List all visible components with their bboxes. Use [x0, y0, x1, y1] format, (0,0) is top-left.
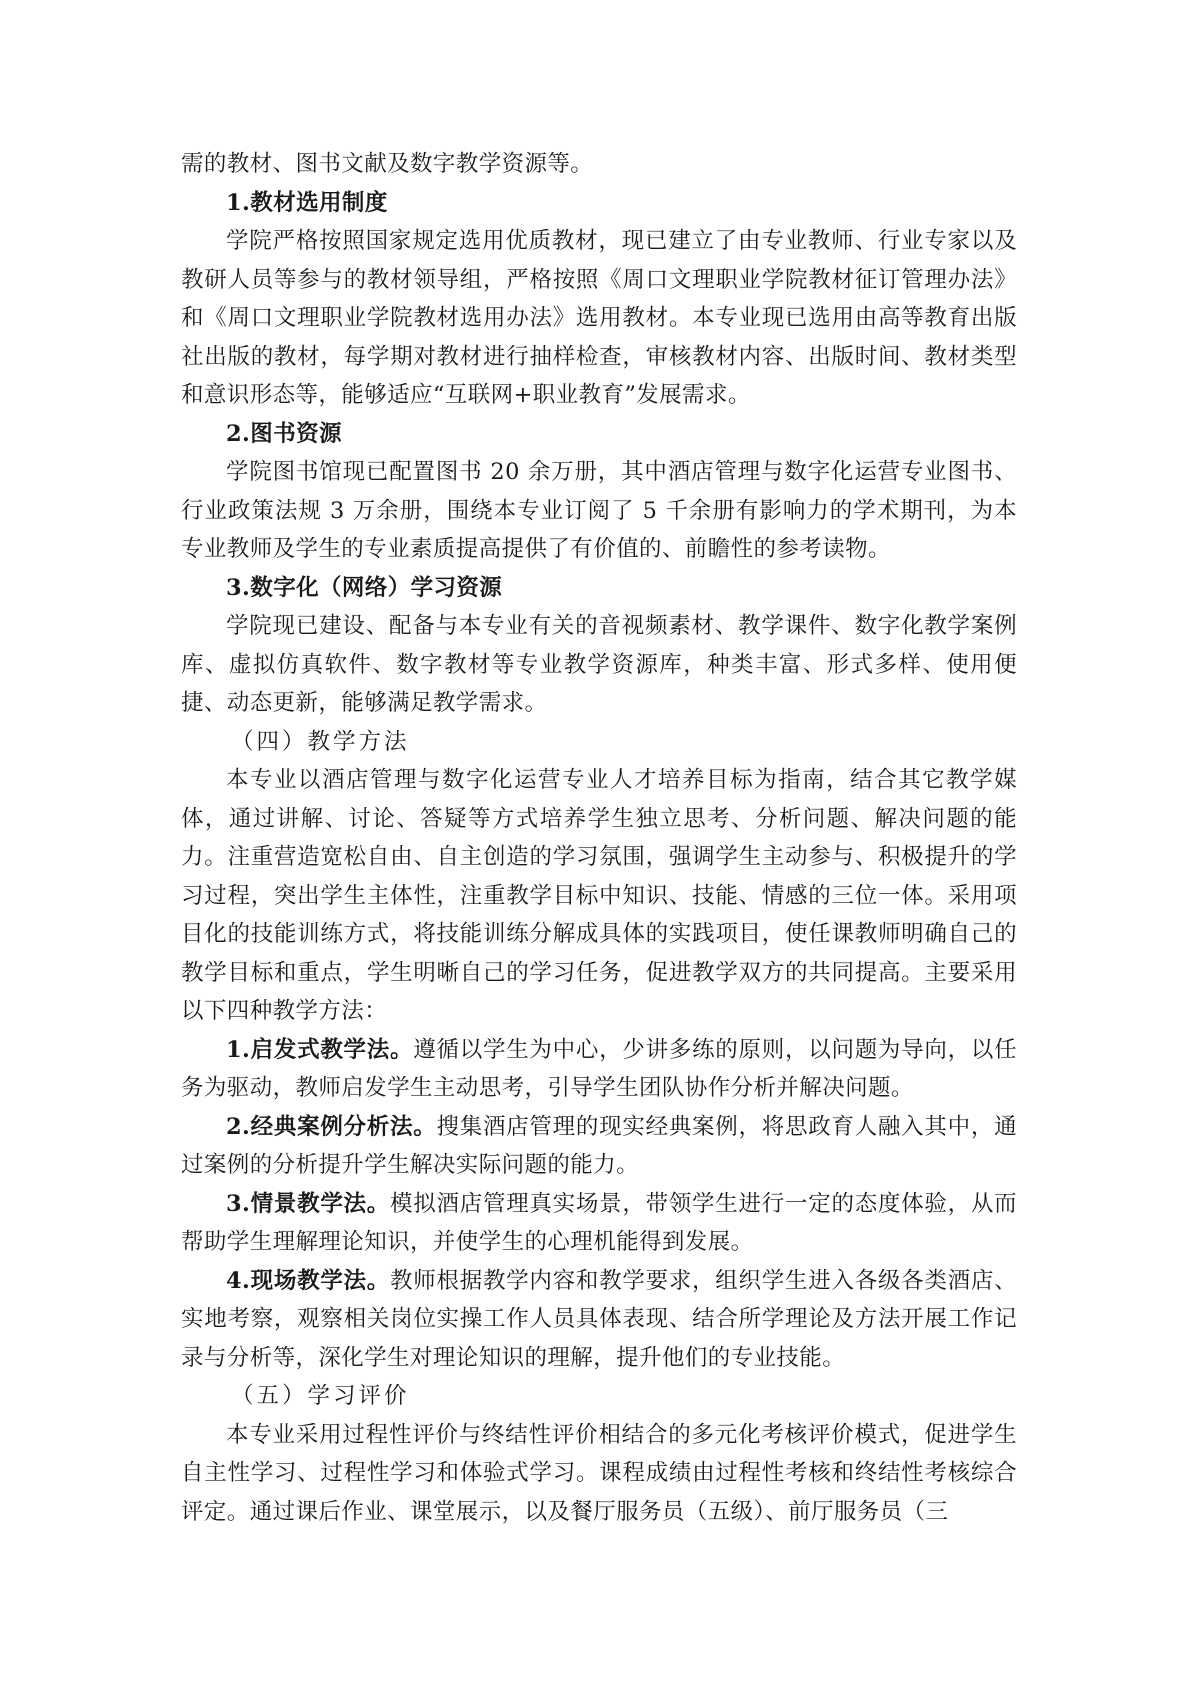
method-lead: 3.情景教学法。: [226, 1190, 391, 1217]
heading-digital-resources: 3.数字化（网络）学习资源: [226, 574, 503, 601]
section-title-teaching-methods: （四）教学方法: [231, 728, 410, 755]
paragraph-learning-evaluation: 本专业采用过程性评价与终结性评价相结合的多元化考核评价模式，促进学生自主性学习、过程性学习和体验式学习。课程成绩由过程性考核和终结性考核综合评定。通过课后作业、课堂展示，以及餐厅服务员（五级）、前厅服务员（三: [181, 1421, 1017, 1525]
method-text: 遵循以学生为中心，少讲多练的原则，以问题为导向，以任务为驱动，教师启发学生主动思考，引导学生团队协作分析并解决问题。: [181, 1036, 1017, 1101]
method-lead: 4.现场教学法。: [226, 1267, 391, 1294]
method-item: [181, 1262, 1017, 1378]
document-body: [181, 145, 1017, 1531]
method-item: [181, 1031, 1017, 1108]
method-lead: 2.经典案例分析法。: [226, 1113, 437, 1140]
heading-textbook-selection: 1.教材选用制度: [226, 189, 388, 216]
method-item: [181, 1185, 1017, 1262]
continuation-paragraph: 需的教材、图书文献及数字教学资源等。: [181, 151, 594, 177]
method-item: [181, 1108, 1017, 1185]
paragraph-library-resources: 学院图书馆现已配置图书 20 余万册，其中酒店管理与数字化运营专业图书、行业政策法规 3 万余册，围绕本专业订阅了 5 千余册有影响力的学术期刊，为本专业教师及学生的专业素质提高提供了有价值的、前瞻性的参考读物。: [181, 459, 1017, 562]
method-text: 模拟酒店管理真实场景，带领学生进行一定的态度体验，从而帮助学生理解理论知识，并使学生的心理机能得到发展。: [181, 1190, 1017, 1255]
method-text: 教师根据教学内容和教学要求，组织学生进入各级各类酒店、实地考察，观察相关岗位实操工作人员具体表现、结合所学理论及方法开展工作记录与分析等，深化学生对理论知识的理解，提升他们的专业技能。: [181, 1267, 1017, 1371]
method-lead: 1.启发式教学法。: [226, 1036, 414, 1063]
section-title-learning-evaluation: （五）学习评价: [231, 1383, 410, 1409]
heading-library-resources: 2.图书资源: [226, 420, 342, 447]
method-text: 搜集酒店管理的现实经典案例，将思政育人融入其中，通过案例的分析提升学生解决实际问题的能力。: [181, 1113, 1017, 1178]
paragraph-digital-resources: 学院现已建设、配备与本专业有关的音视频素材、教学课件、数字化教学案例库、虚拟仿真软件、数字教材等专业教学资源库，种类丰富、形式多样、使用便捷、动态更新，能够满足教学需求。: [181, 613, 1017, 716]
paragraph-teaching-methods: 本专业以酒店管理与数字化运营专业人才培养目标为指南，结合其它教学媒体，通过讲解、讨论、答疑等方式培养学生独立思考、分析问题、解决问题的能力。注重营造宽松自由、自主创造的学习氛围，强调学生主动参与、积极提升的学习过程，突出学生主体性，注重教学目标中知识、技能、情感的三位一体。采用项目化的技能训练方式，将技能训练分解成具体的实践项目，使任课教师明确自己的教学目标和重点，学生明晰自己的学习任务，促进教学双方的共同提高。主要采用以下四种教学方法：: [181, 767, 1017, 1024]
paragraph-textbook-selection: 学院严格按照国家规定选用优质教材，现已建立了由专业教师、行业专家以及教研人员等参与的教材领导组，严格按照《周口文理职业学院教材征订管理办法》和《周口文理职业学院教材选用办法》选用教材。本专业现已选用由高等教育出版社出版的教材，每学期对教材进行抽样检查，审核教材内容、出版时间、教材类型和意识形态等，能够适应“互联网+职业教育”发展需求。: [181, 228, 1017, 408]
